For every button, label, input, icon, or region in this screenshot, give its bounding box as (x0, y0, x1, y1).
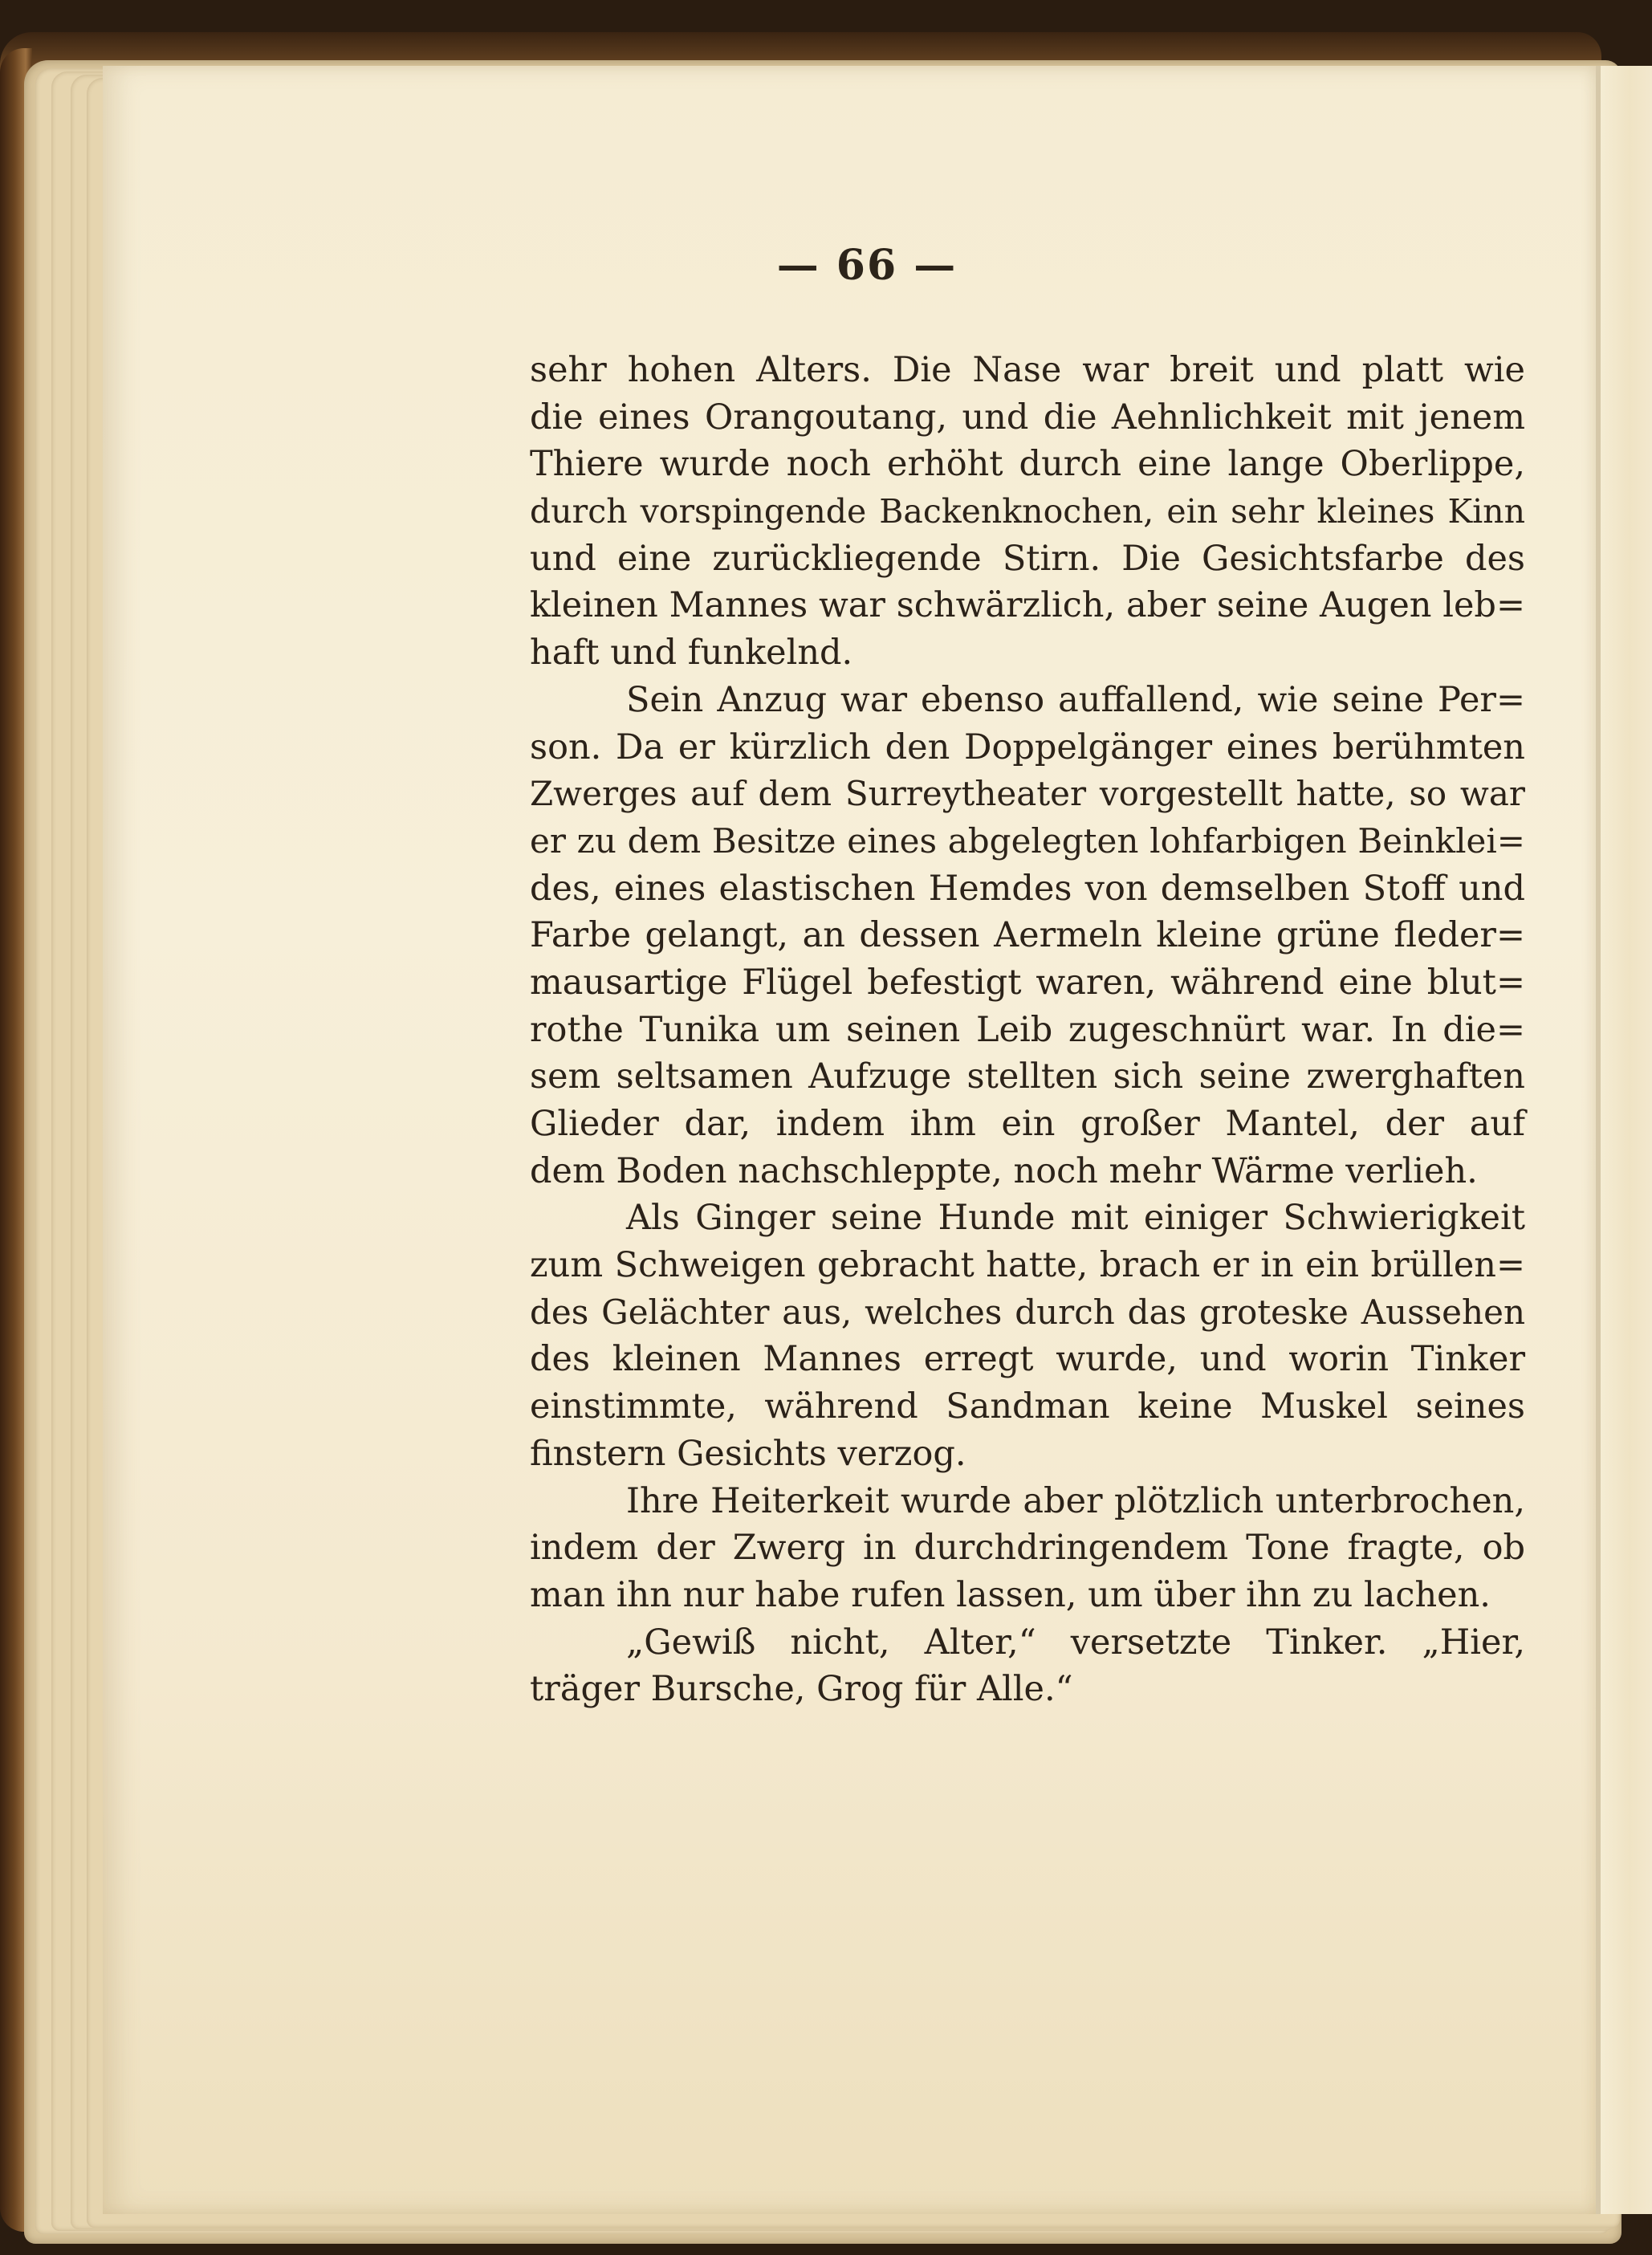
text-line: einstimmte, während Sandman keine Muskel seines (530, 1386, 1525, 1427)
text-line: finstern Gesichts verzog. (530, 1433, 966, 1474)
text-line: des Gelächter aus, welches durch das groteske Aussehen (530, 1292, 1525, 1332)
text-line: mausartige Flügel befestigt waren, während eine blut= (530, 962, 1525, 1003)
text-line: man ihn nur habe rufen lassen, um über ihn zu lachen. (530, 1574, 1491, 1615)
text-line: haft und funkelnd. (530, 633, 853, 674)
text-line: Thiere wurde noch erhöht durch eine lange Oberlippe, (530, 444, 1525, 485)
text-line: Zwerges auf dem Surreytheater vorgestellt hatte, so war (530, 774, 1525, 814)
text-line: sem seltsamen Aufzuge stellten sich seine zwerghaften (530, 1056, 1525, 1097)
text-line: Als Ginger seine Hunde mit einiger Schwierigkeit (626, 1198, 1525, 1239)
text-line: träger Bursche, Grog für Alle.“ (530, 1669, 1073, 1710)
page-fold-shadow (1596, 66, 1601, 2214)
text-line: kleinen Mannes war schwärzlich, aber seine Augen leb= (530, 585, 1525, 626)
text-line: des, eines elastischen Hemdes von demselben Stoff und (530, 868, 1525, 909)
text-line: „Gewiß nicht, Alter,“ versetzte Tinker. „Hier, (626, 1622, 1525, 1663)
text-line: Glieder dar, indem ihm ein großer Mantel, der auf (530, 1104, 1525, 1144)
text-line: Ihre Heiterkeit wurde aber plötzlich unterbrochen, (626, 1480, 1525, 1521)
text-line: Sein Anzug war ebenso auffallend, wie seine Per= (626, 679, 1525, 720)
text-line: Farbe gelangt, an dessen Aermeln kleine grüne fleder= (530, 915, 1525, 956)
text-line: des kleinen Mannes erregt wurde, und worin Tinker (530, 1339, 1525, 1380)
text-line: rothe Tunika um seinen Leib zugeschnürt war. In die= (530, 1009, 1525, 1050)
text-line: son. Da er kürzlich den Doppelgänger eines berühmten (530, 727, 1525, 767)
text-line: und eine zurückliegende Stirn. Die Gesichtsfarbe des (530, 538, 1525, 579)
text-line: indem der Zwerg in durchdringendem Tone fragte, ob (530, 1528, 1525, 1569)
page-number: — 66 — (776, 241, 958, 290)
text-line: sehr hohen Alters. Die Nase war breit und platt wie (530, 350, 1525, 390)
text-line: dem Boden nachschleppte, noch mehr Wärme verlieh. (530, 1150, 1478, 1191)
body-text (530, 347, 1525, 1713)
text-line: die eines Orangoutang, und die Aehnlichkeit mit jenem (530, 397, 1525, 438)
facing-page-edge (1596, 66, 1652, 2214)
text-line: zum Schweigen gebracht hatte, brach er in ein brüllen= (530, 1245, 1525, 1286)
text-line: durch vorspingende Backenknochen, ein sehr kleines Kinn (530, 492, 1525, 531)
text-line: er zu dem Besitze eines abgelegten lohfarbigen Beinklei= (530, 820, 1525, 861)
